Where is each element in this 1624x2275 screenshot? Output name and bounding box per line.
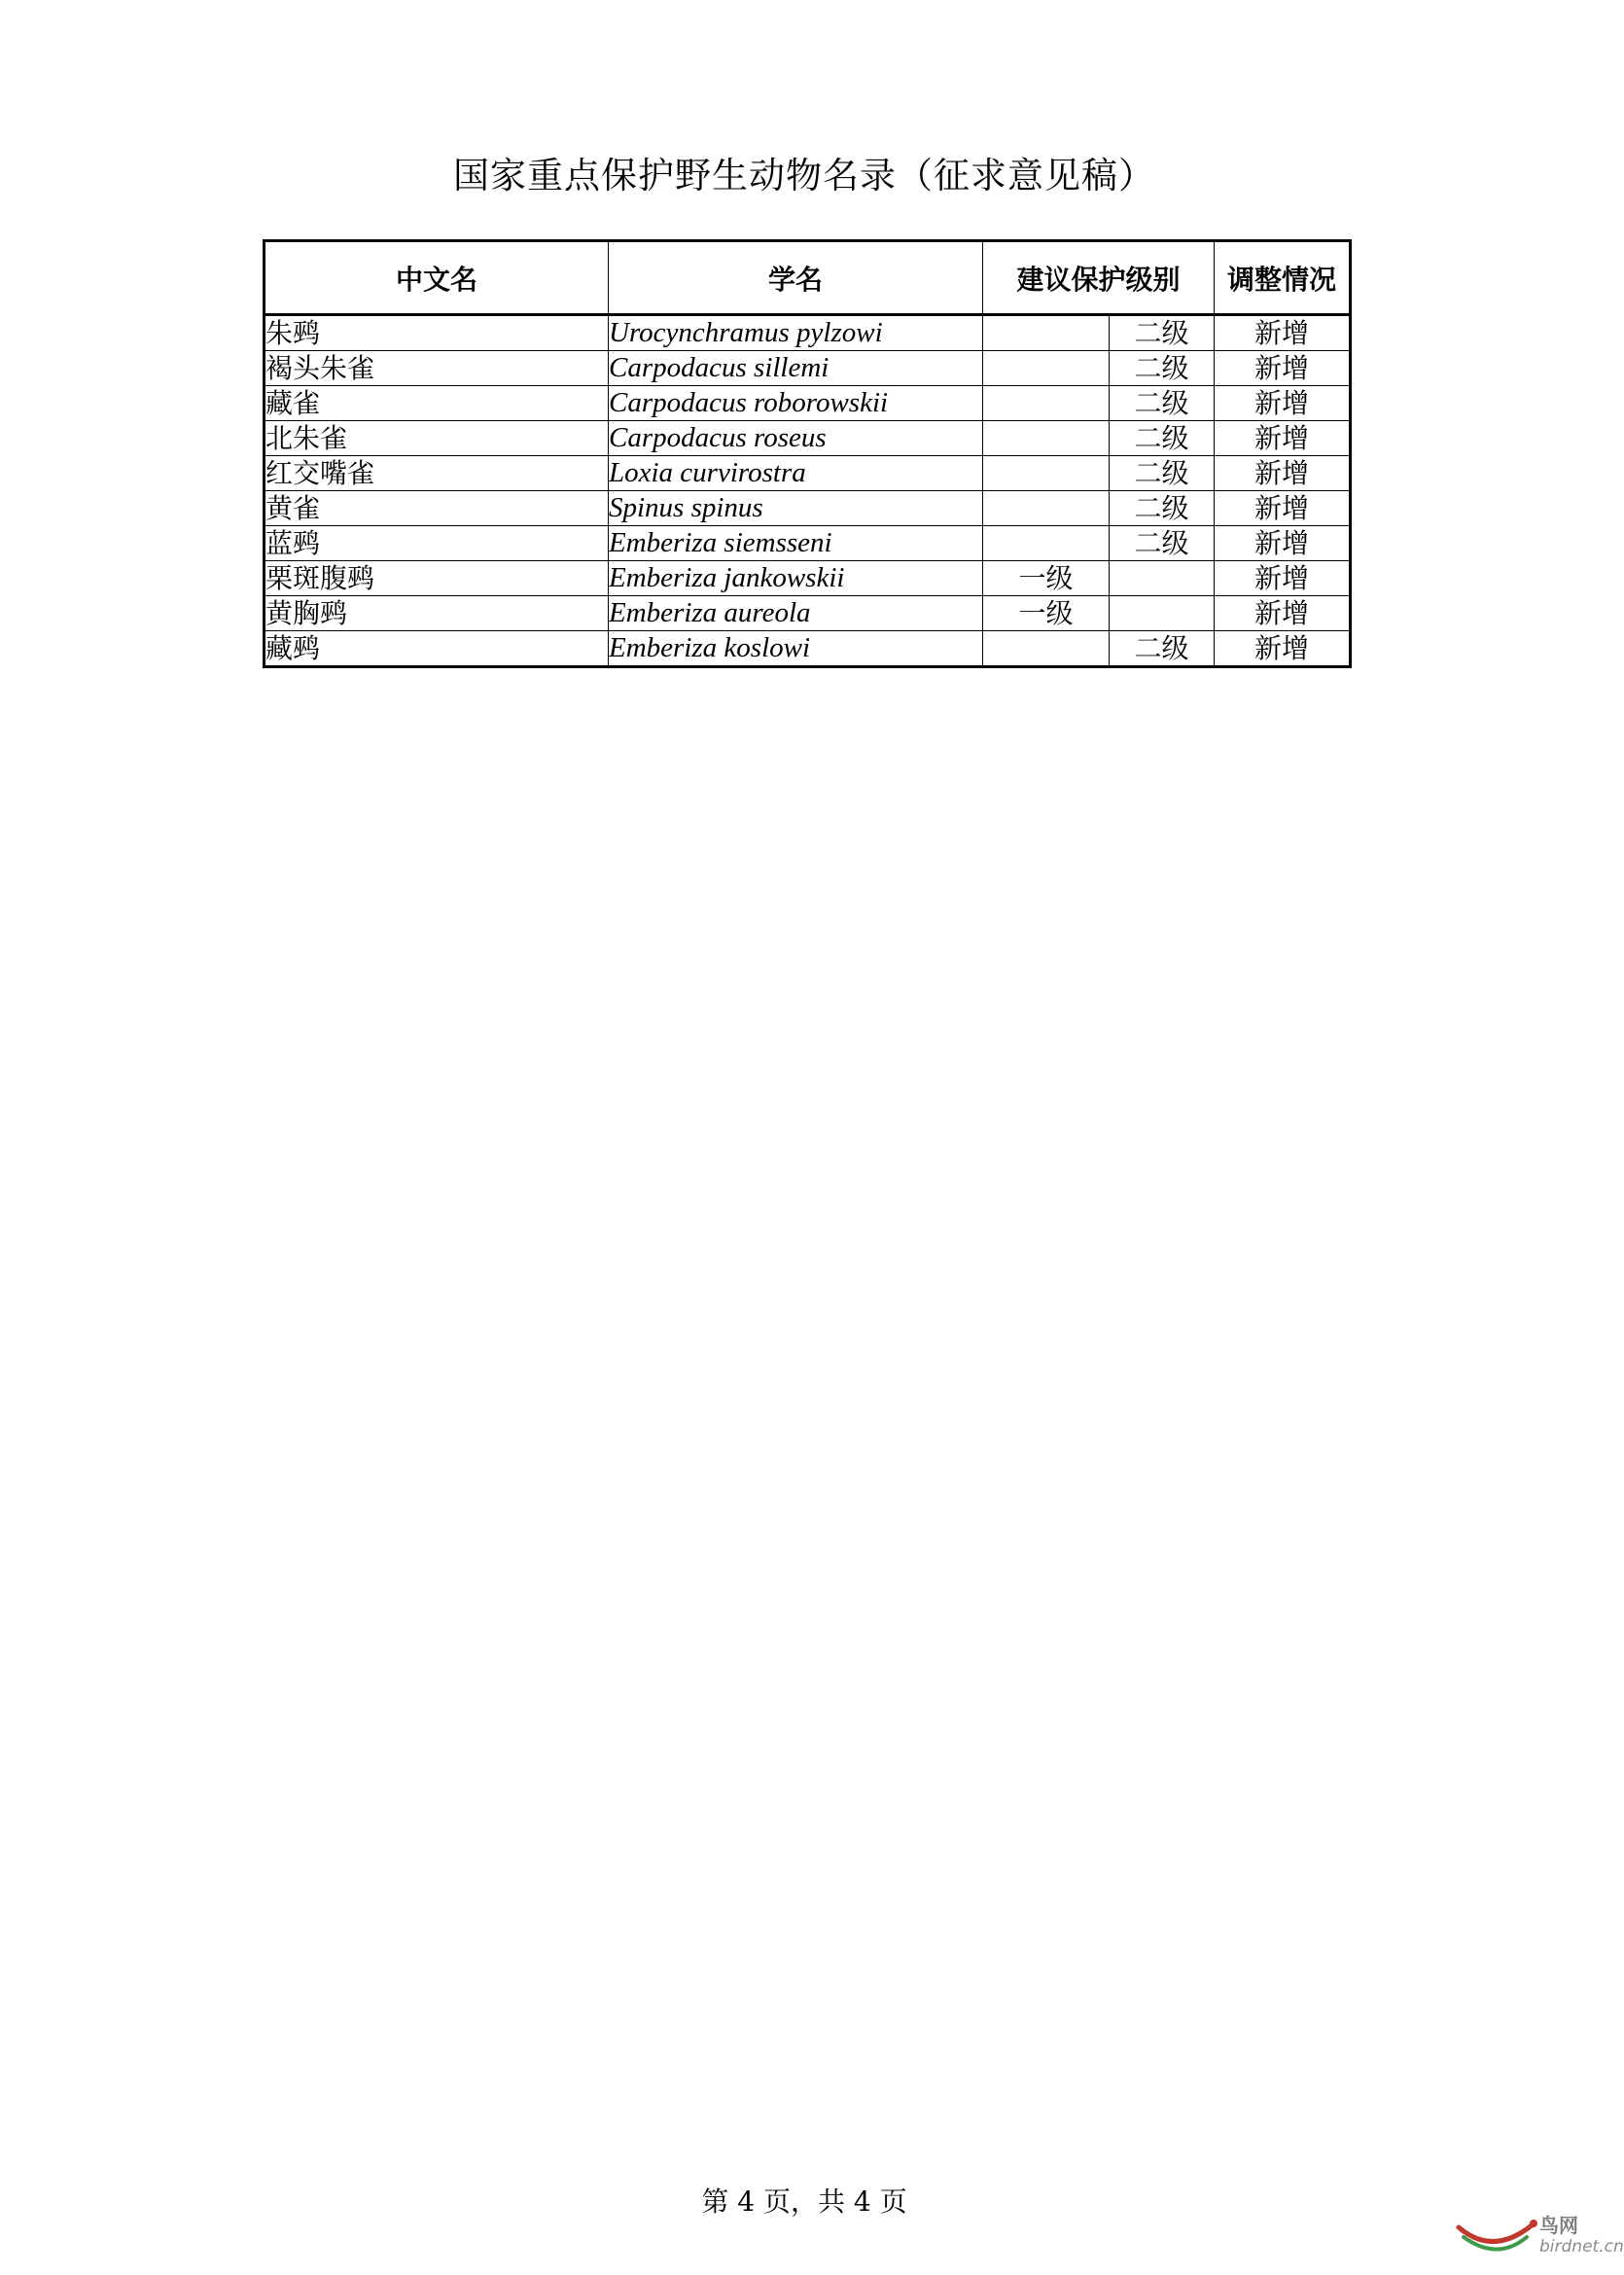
cell-level-2: 二级: [1110, 386, 1215, 421]
cell-scientific-name: Emberiza aureola: [609, 596, 983, 631]
cell-level-1: [983, 421, 1110, 456]
cell-level-2: [1110, 596, 1215, 631]
species-table: [263, 239, 1352, 668]
table-row: [265, 315, 1351, 351]
header-protection-level: 建议保护级别: [983, 241, 1215, 315]
cell-level-2: 二级: [1110, 351, 1215, 386]
cell-chinese-name: 藏鹀: [265, 631, 609, 667]
cell-level-1: [983, 315, 1110, 351]
cell-scientific-name: Emberiza jankowskii: [609, 561, 983, 596]
cell-status: 新增: [1215, 351, 1351, 386]
cell-level-1: [983, 456, 1110, 491]
cell-scientific-name: Carpodacus roborowskii: [609, 386, 983, 421]
cell-level-1: [983, 491, 1110, 526]
cell-scientific-name: Loxia curvirostra: [609, 456, 983, 491]
cell-scientific-name: Carpodacus roseus: [609, 421, 983, 456]
table-row: [265, 631, 1351, 667]
table-row: [265, 561, 1351, 596]
table-row: [265, 421, 1351, 456]
watermark-url: birdnet.cn: [1539, 2237, 1624, 2257]
table-row: [265, 351, 1351, 386]
cell-status: 新增: [1215, 456, 1351, 491]
cell-status: 新增: [1215, 421, 1351, 456]
cell-level-2: 二级: [1110, 421, 1215, 456]
document-title: 国家重点保护野生动物名录（征求意见稿）: [453, 155, 1155, 196]
cell-chinese-name: 黄胸鹀: [265, 596, 609, 631]
cell-level-1: [983, 386, 1110, 421]
table-row: [265, 596, 1351, 631]
cell-scientific-name: Emberiza koslowi: [609, 631, 983, 667]
cell-level-2: 二级: [1110, 526, 1215, 561]
table-row: [265, 526, 1351, 561]
cell-scientific-name: Carpodacus sillemi: [609, 351, 983, 386]
cell-status: 新增: [1215, 596, 1351, 631]
header-scientific-name: 学名: [609, 241, 983, 315]
table-row: [265, 491, 1351, 526]
watermark-text: 鸟网: [1539, 2214, 1578, 2237]
cell-status: 新增: [1215, 491, 1351, 526]
cell-chinese-name: 蓝鹀: [265, 526, 609, 561]
cell-status: 新增: [1215, 526, 1351, 561]
cell-status: 新增: [1215, 386, 1351, 421]
cell-status: 新增: [1215, 561, 1351, 596]
cell-status: 新增: [1215, 631, 1351, 667]
cell-scientific-name: Urocynchramus pylzowi: [609, 315, 983, 351]
cell-level-2: 二级: [1110, 491, 1215, 526]
table-header-row: [265, 241, 1351, 315]
cell-level-2: 二级: [1110, 315, 1215, 351]
cell-chinese-name: 栗斑腹鹀: [265, 561, 609, 596]
cell-chinese-name: 北朱雀: [265, 421, 609, 456]
cell-level-2: [1110, 561, 1215, 596]
page-footer: 第 4 页，共 4 页: [701, 2186, 907, 2218]
header-chinese-name: 中文名: [265, 241, 609, 315]
cell-chinese-name: 朱鹀: [265, 315, 609, 351]
cell-level-1: 一级: [983, 596, 1110, 631]
cell-level-1: 一级: [983, 561, 1110, 596]
cell-level-2: 二级: [1110, 631, 1215, 667]
cell-chinese-name: 黄雀: [265, 491, 609, 526]
cell-level-1: [983, 526, 1110, 561]
cell-scientific-name: Spinus spinus: [609, 491, 983, 526]
cell-chinese-name: 褐头朱雀: [265, 351, 609, 386]
cell-chinese-name: 藏雀: [265, 386, 609, 421]
table-row: [265, 386, 1351, 421]
header-adjustment: 调整情况: [1215, 241, 1351, 315]
cell-level-2: 二级: [1110, 456, 1215, 491]
table-row: [265, 456, 1351, 491]
cell-scientific-name: Emberiza siemsseni: [609, 526, 983, 561]
cell-chinese-name: 红交嘴雀: [265, 456, 609, 491]
cell-level-1: [983, 351, 1110, 386]
cell-level-1: [983, 631, 1110, 667]
cell-status: 新增: [1215, 315, 1351, 351]
